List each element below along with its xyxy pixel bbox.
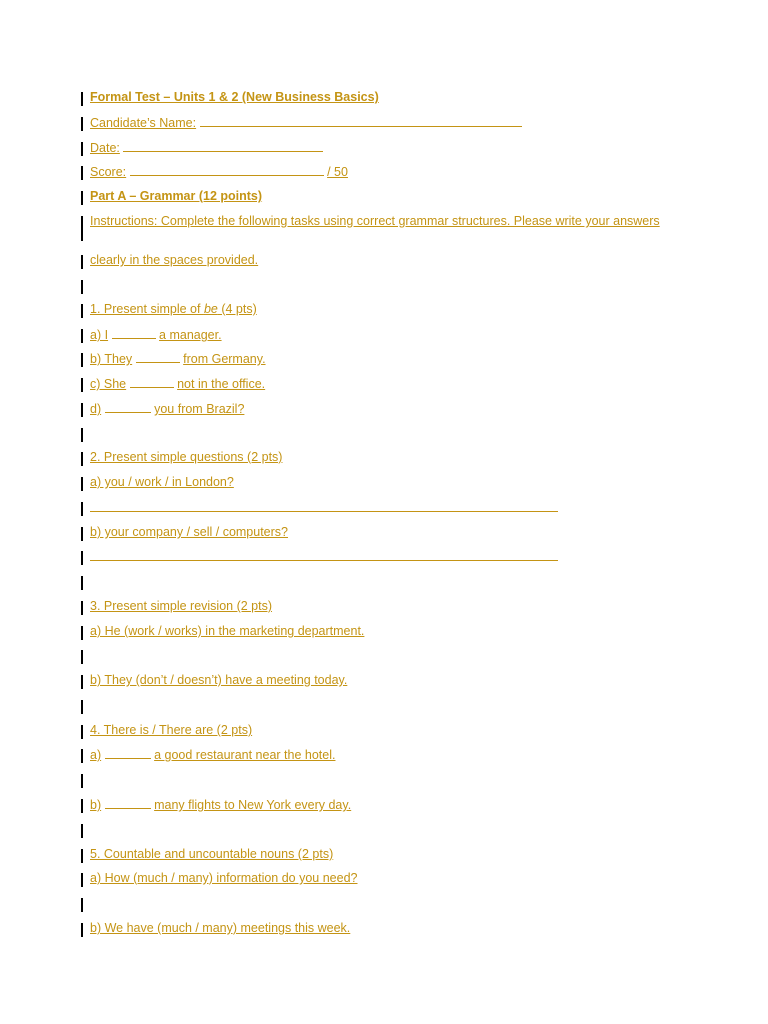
instructions-line-1 [80,214,680,228]
q1-b-suffix: from Germany. [183,352,266,366]
q5-a-line [80,871,358,885]
q2-title: 2. Present simple questions (2 pts) [90,450,283,464]
score-total: / 50 [327,165,348,179]
q1-a-prefix: a) I [90,328,109,342]
part-a-heading: Part A – Grammar (12 points) [90,189,263,203]
q3-title: 3. Present simple revision (2 pts) [90,599,273,613]
q1-a-line [80,327,222,342]
q2-a-answer-blank[interactable] [90,500,558,512]
q2-b-text: b) your company / sell / computers? [90,525,288,539]
q2-a-answer-line [80,500,558,515]
q1-c-prefix: c) She [90,377,127,391]
q5-b-line [80,921,350,935]
candidate-name-label: Candidate’s Name: [90,116,197,130]
q2-b-answer-line [80,549,558,564]
q1-d-line [80,401,244,416]
q1-b-blank[interactable] [136,351,180,363]
q5-b-text[interactable]: b) We have (much / many) meetings this week. [90,921,351,935]
score-blank[interactable] [130,164,324,176]
q1-title: 1. Present simple of be (4 pts) [90,302,257,316]
date-blank[interactable] [123,140,323,152]
q3-b-text[interactable]: b) They (don’t / doesn’t) have a meeting today. [90,673,348,687]
q1-b-line [80,351,266,366]
instructions-line-2 [80,253,258,267]
candidate-name-blank[interactable] [200,115,522,127]
q4-a-prefix: a) [90,748,102,762]
test-title-line [80,90,379,104]
q1-a-blank[interactable] [112,327,156,339]
date-line [80,140,323,155]
date-label: Date: [90,141,120,155]
q4-a-blank[interactable] [105,747,151,759]
q5-title-line [80,847,333,861]
q4-a-suffix: a good restaurant near the hotel. [154,748,336,762]
q4-b-blank[interactable] [105,797,151,809]
candidate-name-line [80,115,522,130]
q3-a-text[interactable]: a) He (work / works) in the marketing department. [90,624,365,638]
instructions-text-2: clearly in the spaces provided. [90,253,259,267]
q2-b-answer-blank[interactable] [90,549,558,561]
q1-d-suffix: you from Brazil? [154,402,245,416]
q4-b-prefix: b) [90,798,102,812]
instructions-text-1: Instructions: Complete the following tasks using correct grammar structures. Please write your answers [90,214,660,228]
q3-title-line [80,599,272,613]
q4-b-suffix: many flights to New York every day. [154,798,352,812]
q5-title: 5. Countable and uncountable nouns (2 pts) [90,847,334,861]
q1-d-prefix: d) [90,402,102,416]
q4-a-line [80,747,335,762]
score-label: Score: [90,165,127,179]
q4-title: 4. There is / There are (2 pts) [90,723,253,737]
q2-a-line [80,475,234,489]
part-a-heading-line [80,189,262,203]
q1-b-prefix: b) They [90,352,133,366]
q2-a-text: a) you / work / in London? [90,475,234,489]
q1-c-line [80,376,265,391]
q3-a-line [80,624,364,638]
q2-b-line [80,525,288,539]
q1-a-suffix: a manager. [159,328,222,342]
q1-title-line [80,302,257,316]
q3-b-line [80,673,347,687]
q1-c-suffix: not in the office. [177,377,266,391]
q2-title-line [80,450,282,464]
test-title: Formal Test – Units 1 & 2 (New Business Basics) [90,90,379,104]
q5-a-text[interactable]: a) How (much / many) information do you need? [90,871,358,885]
q1-c-blank[interactable] [130,376,174,388]
score-line [80,164,348,179]
q1-d-blank[interactable] [105,401,151,413]
q4-b-line [80,797,351,812]
q4-title-line [80,723,252,737]
